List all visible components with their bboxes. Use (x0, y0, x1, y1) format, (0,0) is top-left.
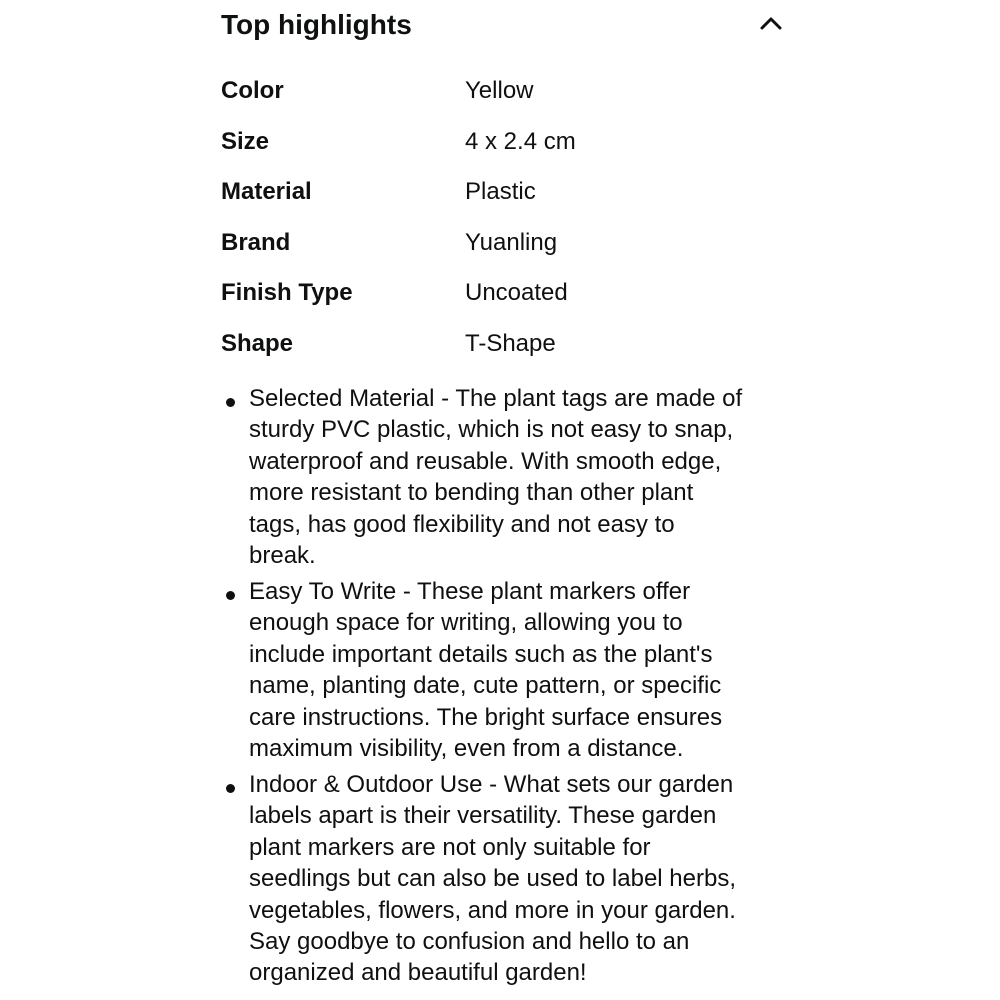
spec-row-finish-type (221, 268, 786, 319)
section-header[interactable] (221, 0, 786, 50)
spec-row-brand (221, 218, 786, 269)
spec-value: T-Shape (465, 329, 556, 357)
spec-key: Color (221, 77, 284, 104)
feature-bullet-list (221, 383, 786, 993)
bullet-text: Selected Material - The plant tags are made of sturdy PVC plastic, which is not easy to snap, waterproof and reusable. With smooth edge, more resistant to bending than other plant tags, has good flexibility and not easy to break. (249, 385, 743, 570)
spec-value: Yellow (465, 77, 534, 104)
section-title: Top highlights (221, 9, 412, 40)
spec-key: Shape (221, 329, 294, 357)
spec-value: 4 x 2.4 cm (465, 127, 576, 155)
list-item (221, 769, 786, 989)
spec-value: Plastic (465, 178, 536, 206)
spec-row-shape (221, 319, 786, 370)
spec-row-color (221, 66, 786, 117)
bullet-dot-icon (226, 784, 235, 793)
top-highlights-panel (221, 0, 786, 987)
list-item (221, 383, 786, 571)
bullet-text: Easy To Write - These plant markers offer enough space for writing, allowing you to include important details such as the plant's name, planting date, cute pattern, or specific care instructions. The bright surface ensures maximum visibility, even from a distance. (249, 577, 723, 762)
chevron-up-icon (756, 8, 786, 38)
bullet-dot-icon (226, 398, 235, 407)
spec-value: Uncoated (465, 279, 568, 307)
specs-table (221, 66, 786, 370)
spec-row-size (221, 117, 786, 168)
bullet-text: Indoor & Outdoor Use - What sets our garden labels apart is their versatility. These garden plant markers are not only suitable for seedlings but can also be used to label herbs, vegetables, flowers, and more in your garden. Say goodbye to confusion and hello to an organized and beautiful garden! (249, 770, 736, 987)
collapse-button[interactable] (756, 8, 786, 38)
bullet-dot-icon (226, 591, 235, 600)
spec-key: Brand (221, 228, 291, 256)
spec-key: Material (221, 178, 312, 206)
spec-value: Yuanling (465, 228, 558, 256)
spec-key: Finish Type (221, 279, 353, 307)
spec-key: Size (221, 127, 270, 155)
spec-row-material (221, 167, 786, 218)
list-item (221, 576, 786, 764)
